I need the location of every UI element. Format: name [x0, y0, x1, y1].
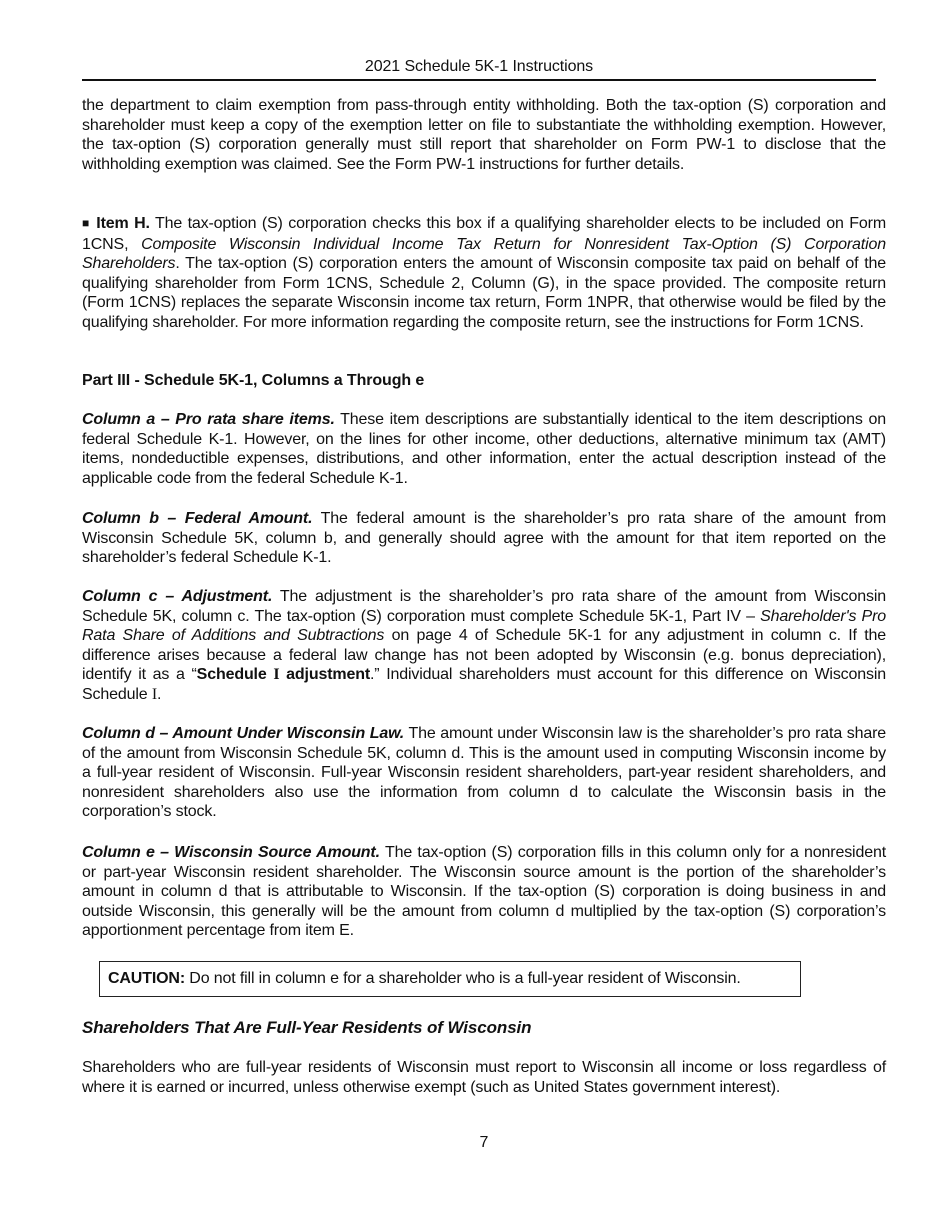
caution-label: CAUTION:	[108, 970, 186, 987]
full-year-residents-heading: Shareholders That Are Full-Year Residents of Wisconsin	[82, 1018, 532, 1037]
form-1cns-title: Composite Wisconsin Individual Income Tax Return for Nonresident Tax-Option (S) Corporation Shareholders	[82, 235, 887, 273]
column-a-label: Column a – Pro rata share items.	[82, 411, 335, 428]
part-iv-title: Shareholder's Pro Rata Share of Additions and Subtractions	[82, 607, 886, 645]
column-c-label: Column c – Adjustment.	[82, 588, 273, 605]
column-b-label: Column b – Federal Amount.	[82, 510, 313, 527]
item-h-paragraph: ■ Item H. The tax-option (S) corporation checks this box if a qualifying shareholder elects to be included on Form 1CNS, Composite Wisconsin Individual Income Tax Return for Nonresident Tax-Option (S) Corporation Shareholders. The tax-option (S) corporation enters the amount of Wisconsin composite tax paid on behalf of the qualifying shareholder from Form 1CNS, Schedule 2, Column (G), in the space provided. The composite return (Form 1CNS) replaces the separate Wisconsin income tax return, Form 1NPR, that otherwise would be filed by the qualifying shareholder. For more information regarding the composite return, see the instructions for Form 1CNS.	[82, 215, 887, 331]
full-year-residents-paragraph: Shareholders who are full-year residents of Wisconsin must report to Wisconsin all income or loss regardless of where it is earned or incurred, unless otherwise exempt (such as United States government interest).	[82, 1059, 886, 1096]
column-c-paragraph: Column c – Adjustment. The adjustment is the shareholder’s pro rata share of the amount from Wisconsin Schedule 5K, column c. The tax-option (S) corporation must complete Schedule 5K-1, Part IV – Shareholder's Pro Rata Share of Additions and Subtractions on page 4 of Schedule 5K-1 for any adjustment in column c. If the difference arises because a federal law change has not been adopted by Wisconsin (e.g. bonus depreciation), identify it as a “Schedule I adjustment.” Individual shareholders must account for this difference on Wisconsin Schedule I.	[82, 588, 887, 703]
column-d-paragraph: Column d – Amount Under Wisconsin Law. The amount under Wisconsin law is the shareholder’s pro rata share of the amount from Wisconsin Schedule 5K, column d. This is the amount used in computing Wisconsin income by a full-year resident of Wisconsin. Full-year Wisconsin resident shareholders, part-year resident shareholders, and nonresident shareholders also use the information from column d to calculate the Wisconsin basis in the corporation’s stock.	[82, 725, 886, 821]
item-h-label: Item H.	[96, 215, 150, 232]
column-b-paragraph: Column b – Federal Amount. The federal amount is the shareholder’s pro rata share of the amount from Wisconsin Schedule 5K, column b, and generally should agree with the amount for that item reported on the shareholder’s federal Schedule K-1.	[82, 510, 887, 567]
header-rule	[82, 79, 876, 81]
page-number: 7	[479, 1134, 489, 1151]
intro-paragraph: the department to claim exemption from pass-through entity withholding. Both the tax-option (S) corporation and shareholder must keep a copy of the exemption letter on file to substantiate the withholding exemption. However, the tax-option (S) corporation generally must still report that shareholder on Form PW-1 to disclose that the withholding exemption was claimed. See the Form PW-1 instructions for further details.	[82, 97, 886, 173]
column-d-label: Column d – Amount Under Wisconsin Law.	[82, 725, 405, 742]
column-e-label: Column e – Wisconsin Source Amount.	[82, 844, 380, 861]
column-a-paragraph: Column a – Pro rata share items. These item descriptions are substantially identical to the item descriptions on federal Schedule K-1. However, on the lines for other income, other deductions, alternative minimum tax (AMT) items, nondeductible expenses, distributions, and other information, enter the actual description instead of the applicable code from the federal Schedule K-1.	[82, 411, 886, 487]
column-e-paragraph: Column e – Wisconsin Source Amount. The tax-option (S) corporation fills in this column only for a nonresident or part-year Wisconsin resident shareholder. The Wisconsin source amount is the portion of the shareholder’s amount in column d that is attributable to Wisconsin. If the tax-option (S) corporation is doing business in and outside Wisconsin, this generally will be the amount from column d multiplied by the tax-option (S) corporation’s apportionment percentage from item E.	[82, 844, 886, 940]
schedule-i-adjustment-term: Schedule I adjustment	[196, 666, 371, 684]
page-header-title: 2021 Schedule 5K-1 Instructions	[364, 58, 594, 75]
caution-text: Do not fill in column e for a shareholder who is a full-year resident of Wisconsin.	[185, 970, 741, 987]
square-bullet-icon: ■	[82, 216, 91, 230]
caution-box	[99, 961, 801, 997]
part-iii-heading: Part III - Schedule 5K-1, Columns a Through e	[82, 372, 425, 389]
